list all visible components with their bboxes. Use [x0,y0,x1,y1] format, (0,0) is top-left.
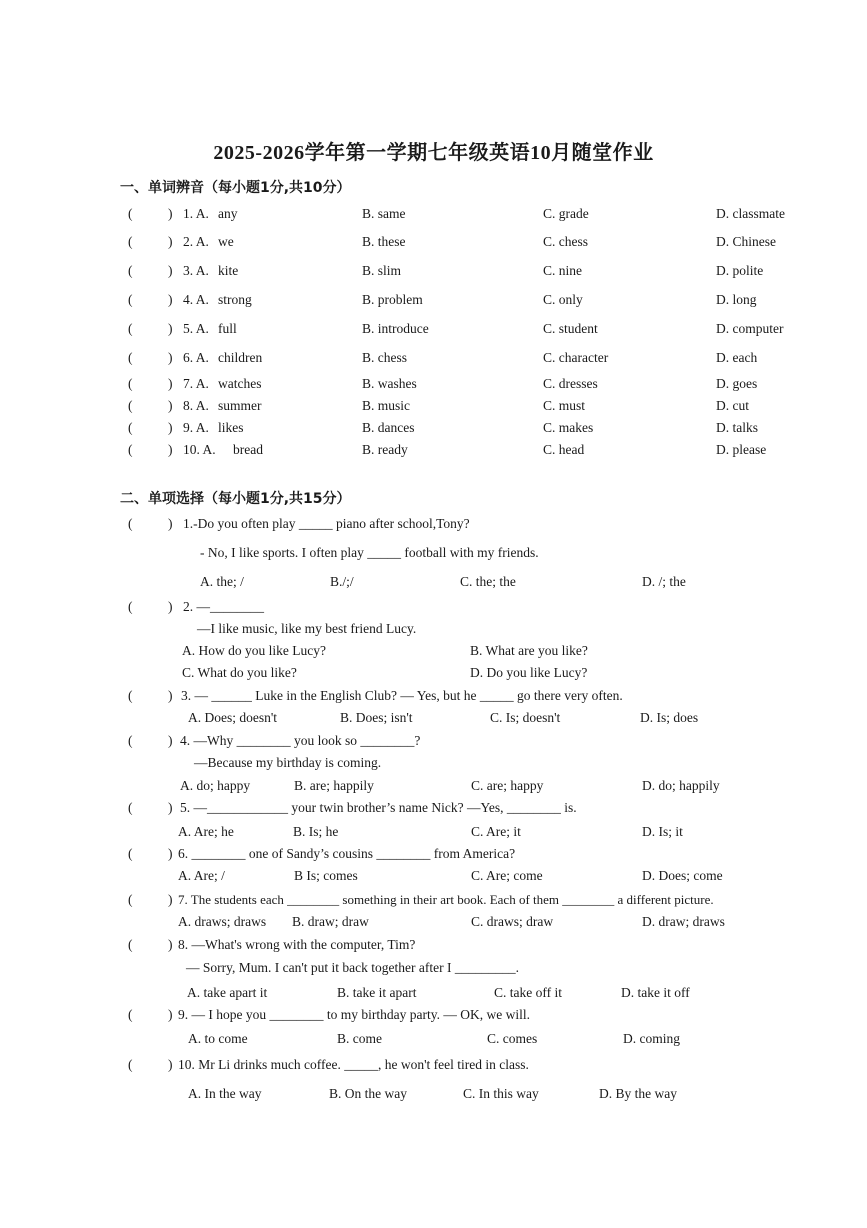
question-4-options [0,778,867,796]
word-item [0,350,867,368]
word-item [0,442,867,460]
option-c: C. the; the [460,574,516,589]
answer-paren-close: ) [168,688,173,703]
question-stem: 8. —What's wrong with the computer, Tim? [178,937,416,952]
item-number: 5. A. [183,321,209,336]
question-3 [0,688,867,706]
question-8-options [0,985,867,1003]
answer-paren-close: ) [168,321,173,336]
option-c: C. chess [543,234,588,249]
option-b: B. Is; he [293,824,339,839]
option-a: kite [218,263,239,278]
option-a: A. How do you like Lucy? [182,643,326,658]
option-d: D. Is; does [640,710,699,725]
option-b: B. music [362,398,411,413]
option-b: B. these [362,234,406,249]
option-d: D. each [716,350,758,365]
option-d: D. classmate [716,206,785,221]
question-5 [0,800,867,818]
answer-paren-close: ) [168,892,173,907]
answer-paren-close: ) [168,937,173,952]
option-d: D. computer [716,321,784,336]
option-c: C. Are; it [471,824,521,839]
option-a: summer [218,398,262,413]
question-stem: 9. — I hope you ________ to my birthday party. — OK, we will. [178,1007,530,1022]
option-d: D. long [716,292,757,307]
option-a: likes [218,420,244,435]
answer-paren-open[interactable]: ( [128,688,133,703]
question-8 [0,937,867,955]
question-stem: 3. — ______ Luke in the English Club? — Yes, but he _____ go there very often. [181,688,623,703]
question-stem: 6. ________ one of Sandy’s cousins ________ from America? [178,846,516,861]
answer-paren-open[interactable]: ( [128,350,133,365]
option-a: A. In the way [188,1086,262,1101]
answer-paren-open[interactable]: ( [128,321,133,336]
option-c: C. character [543,350,609,365]
option-b: B. are; happily [294,778,374,793]
answer-paren-open[interactable]: ( [128,376,133,391]
answer-paren-close: ) [168,516,173,531]
option-d: D. By the way [599,1086,677,1101]
word-item [0,321,867,339]
answer-paren-open[interactable]: ( [128,234,133,249]
option-d: D. Does; come [642,868,723,883]
option-a: any [218,206,238,221]
option-c: C. What do you like? [182,665,297,680]
option-a: A. Does; doesn't [188,710,278,725]
option-d: D. cut [716,398,749,413]
option-a: bread [233,442,263,457]
option-a: A. Are; / [178,868,225,883]
option-d: D. talks [716,420,758,435]
option-b: B. dances [362,420,415,435]
item-number: 7. A. [183,376,209,391]
option-b: B. slim [362,263,402,278]
question-7-options [0,914,867,932]
option-c: C. student [543,321,598,336]
item-number: 10. A. [183,442,216,457]
answer-paren-open[interactable]: ( [128,206,133,221]
question-stem: 10. Mr Li drinks much coffee. _____, he won't feel tired in class. [178,1057,529,1072]
question-stem: 1.-Do you often play _____ piano after school,Tony? [183,516,470,531]
option-b: B. introduce [362,321,429,336]
option-d: D. Do you like Lucy? [470,665,588,680]
answer-paren-open[interactable]: ( [128,263,133,278]
option-c: C. only [543,292,583,307]
option-c: C. must [543,398,586,413]
option-a: A. Are; he [178,824,234,839]
option-d: D. Chinese [716,234,776,249]
question-9-options [0,1031,867,1049]
option-b: B. What are you like? [470,643,588,658]
question-1-options [0,574,867,592]
option-c: C. makes [543,420,594,435]
item-number: 4. A. [183,292,209,307]
answer-paren-open[interactable]: ( [128,733,133,748]
question-2-options-ab [0,643,867,661]
question-2-options-cd [0,665,867,683]
answer-paren-close: ) [168,733,173,748]
question-8-line2: — Sorry, Mum. I can't put it back together after I _________. [186,960,519,975]
word-item [0,398,867,416]
option-c: C. nine [543,263,582,278]
answer-paren-close: ) [168,376,173,391]
option-a: A. to come [188,1031,248,1046]
answer-paren-open[interactable]: ( [128,846,133,861]
item-number: 3. A. [183,263,209,278]
item-number: 2. A. [183,234,209,249]
question-1-line2: - No, I like sports. I often play _____ football with my friends. [200,545,539,560]
option-a: we [218,234,234,249]
option-a: A. draws; draws [178,914,267,929]
answer-paren-close: ) [168,1007,173,1022]
question-stem: 7. The students each ________ something in their art book. Each of them ________ a different picture. [178,892,714,907]
answer-paren-close: ) [168,206,173,221]
option-b: B. take it apart [337,985,417,1000]
option-b: B. Does; isn't [340,710,413,725]
answer-paren-close: ) [168,846,173,861]
option-d: D. goes [716,376,758,391]
option-d: D. please [716,442,767,457]
option-b: B. come [337,1031,382,1046]
option-c: C. are; happy [471,778,544,793]
option-d: D. draw; draws [642,914,725,929]
answer-paren-open[interactable]: ( [128,420,133,435]
word-item [0,292,867,310]
question-3-options [0,710,867,728]
option-c: C. Is; doesn't [490,710,561,725]
option-c: C. comes [487,1031,538,1046]
question-4 [0,733,867,751]
item-number: 8. A. [183,398,209,413]
word-item [0,376,867,394]
option-d: D. Is; it [642,824,683,839]
answer-paren-open[interactable]: ( [128,800,133,815]
answer-paren-open[interactable]: ( [128,292,133,307]
option-b: B. draw; draw [292,914,369,929]
option-d: D. do; happily [642,778,720,793]
answer-paren-open[interactable]: ( [128,1057,133,1072]
option-a: watches [218,376,262,391]
word-item [0,234,867,252]
answer-paren-open[interactable]: ( [128,1007,133,1022]
option-d: D. take it off [621,985,690,1000]
question-stem: 4. —Why ________ you look so ________? [180,733,421,748]
answer-paren-open[interactable]: ( [128,892,133,907]
option-b: B. On the way [329,1086,407,1101]
option-b: B. ready [362,442,408,457]
section1-heading: 一、单词辨音（每小题1分,共10分） [120,180,351,196]
option-c: C. head [543,442,585,457]
answer-paren-close: ) [168,800,173,815]
question-2 [0,599,867,617]
question-7 [0,892,867,910]
answer-paren-close: ) [168,420,173,435]
option-b: B Is; comes [294,868,358,883]
answer-paren-close: ) [168,1057,173,1072]
question-4-line2: —Because my birthday is coming. [194,755,382,770]
question-stem: 2. —________ [183,599,264,614]
word-item [0,420,867,438]
question-9 [0,1007,867,1025]
question-5-options [0,824,867,842]
page-title: 2025-2026学年第一学期七年级英语10月随堂作业 [213,142,654,164]
option-b: B. washes [362,376,417,391]
option-d: D. /; the [642,574,686,589]
option-c: C. grade [543,206,589,221]
item-number: 9. A. [183,420,209,435]
option-d: D. polite [716,263,764,278]
answer-paren-open[interactable]: ( [128,398,133,413]
option-a: A. take apart it [187,985,268,1000]
option-c: C. draws; draw [471,914,554,929]
item-number: 1. A. [183,206,209,221]
answer-paren-close: ) [168,398,173,413]
answer-paren-close: ) [168,350,173,365]
option-d: D. coming [623,1031,680,1046]
option-c: C. take off it [494,985,562,1000]
option-a: strong [218,292,252,307]
option-b: B./;/ [330,574,354,589]
option-a: full [218,321,237,336]
option-b: B. same [362,206,406,221]
item-number: 6. A. [183,350,209,365]
question-stem: 5. —____________ your twin brother’s name Nick? —Yes, ________ is. [180,800,577,815]
answer-paren-close: ) [168,599,173,614]
answer-paren-close: ) [168,234,173,249]
answer-paren-open[interactable]: ( [128,937,133,952]
answer-paren-close: ) [168,263,173,278]
answer-paren-close: ) [168,292,173,307]
question-10-options [0,1086,867,1104]
word-item [0,206,867,224]
answer-paren-open[interactable]: ( [128,442,133,457]
option-c: C. Are; come [471,868,543,883]
word-item [0,263,867,281]
question-10 [0,1057,867,1075]
section2-heading: 二、单项选择（每小题1分,共15分） [120,491,351,507]
question-1 [0,516,867,534]
answer-paren-open[interactable]: ( [128,516,133,531]
answer-paren-open[interactable]: ( [128,599,133,614]
option-a: A. do; happy [180,778,251,793]
option-a: children [218,350,263,365]
option-c: C. dresses [543,376,598,391]
question-2-line2: —I like music, like my best friend Lucy. [197,621,417,636]
option-b: B. problem [362,292,423,307]
option-a: A. the; / [200,574,244,589]
question-6-options [0,868,867,886]
answer-paren-close: ) [168,442,173,457]
option-c: C. In this way [463,1086,539,1101]
question-6 [0,846,867,864]
option-b: B. chess [362,350,407,365]
